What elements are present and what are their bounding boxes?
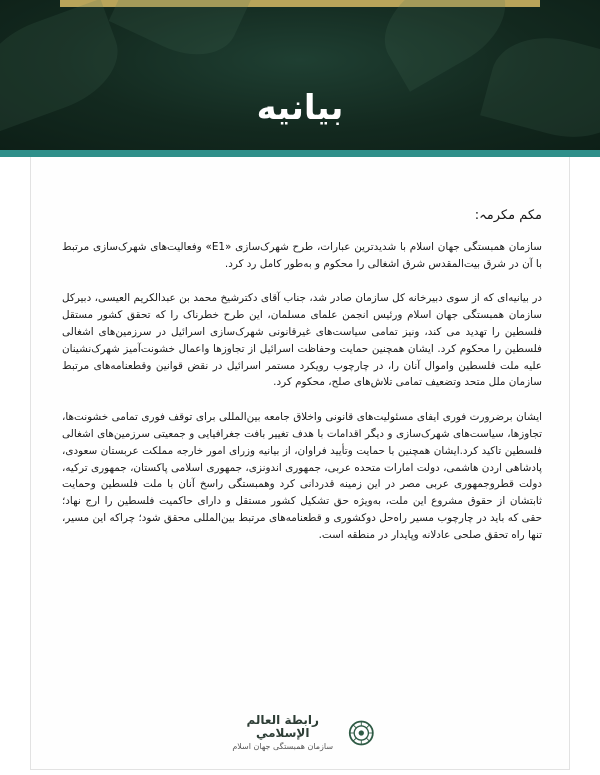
decorative-leaf (109, 0, 252, 72)
salutation: مکم مکرمہ: (474, 208, 542, 223)
paragraph-3: ایشان برضرورت فوری ایفای مسئولیت‌های قانونی واخلاق جامعه بین‌المللی برای توقف فوری تمامی خشونت‌ها، تجاوزها، سیاست‌های شهرک‌سازی و دیگر اقدامات با هدف تغییر بافت جغرافیایی و جمعیتی سرزمین‌های اشغالی فلسطین تاکید کرد.ایشان همچنین با حمایت وتأیید فراوان، از بیانیه وزرای امور خارجه مملکت عربستان سعودی، پادشاهی اردن هاشمی، دولت امارات متحده عربی، جمهوری اندونزی، جمهوری اسلامی پاکستان، جمهوری ترکیه، دولت قطروجمهوری عربی مصر در این زمینه قدردانی کرد وهمبستگی راسخ آنان با ملت فلسطین وحمایت ثابتشان از حقوق مشروع این ملت، به‌ویژه حق تشکیل کشور مستقل و دارای حاکمیت فلسطین را ارج نهاد؛ حقی که باید در چارچوب مسیر راه‌حل دوکشوری و قطعنامه‌های مرتبط بین‌المللی محقق شود؛ چراکه این مسیر، تنها راه تحقق صلحی عادلانه وپایدار در منطقه است. (62, 411, 542, 541)
header-banner (0, 0, 600, 150)
teal-divider (0, 150, 600, 157)
logo-text (225, 714, 340, 753)
paragraph-2: در بیانیه‌ای که از سوی دبیرخانه کل سازمان صادر شد، جناب آقای دکترشیخ محمد بن عبدالکریم العیسی، دبیرکل سازمان همبستگی جهان اسلام ورئیس انجمن علمای مسلمان، این طرح خطرناک را که تحقق کشور مستقل فلسطین را تهدید می کند، ونیز تمامی سیاست‌های غیرقانونی شهرک‌سازی اسرائیل در سرزمین‌های اشغالی فلسطین را محکوم کرد. ایشان همچنین حمایت وحفاظت اسرائیل از تجاوزها واعمال خشونت‌آمیز شهرک‌نشینان علیه ملت فلسطین واموال آنان را، در چارچوب رویکرد مستمر اسرائیل در نقض قوانین وقطعنامه‌های مرتبط سازمان ملل متحد وتضعیف تمامی تلاش‌های صلح، محکوم کرد. (62, 292, 542, 389)
organization-logo (225, 712, 375, 754)
page-title: بیانیه (256, 88, 344, 128)
letter-body (62, 200, 542, 562)
paragraph-1: سازمان همبستگی جهان اسلام با شدیدترین عبارات، طرح شهرک‌سازی «E1» وفعالیت‌های شهرک‌سازی مرتبط با آن در شرق بیت‌المقدس شرق اشغالی را محکوم و به‌طور کامل رد کرد. (62, 240, 542, 270)
logo-persian-name: سازمان همبستگی جهان اسلام (232, 741, 334, 751)
decorative-leaf (480, 24, 600, 150)
logo-arabic-name: رابطة العالم الإسلامي (246, 712, 319, 740)
emblem-icon (348, 718, 375, 748)
